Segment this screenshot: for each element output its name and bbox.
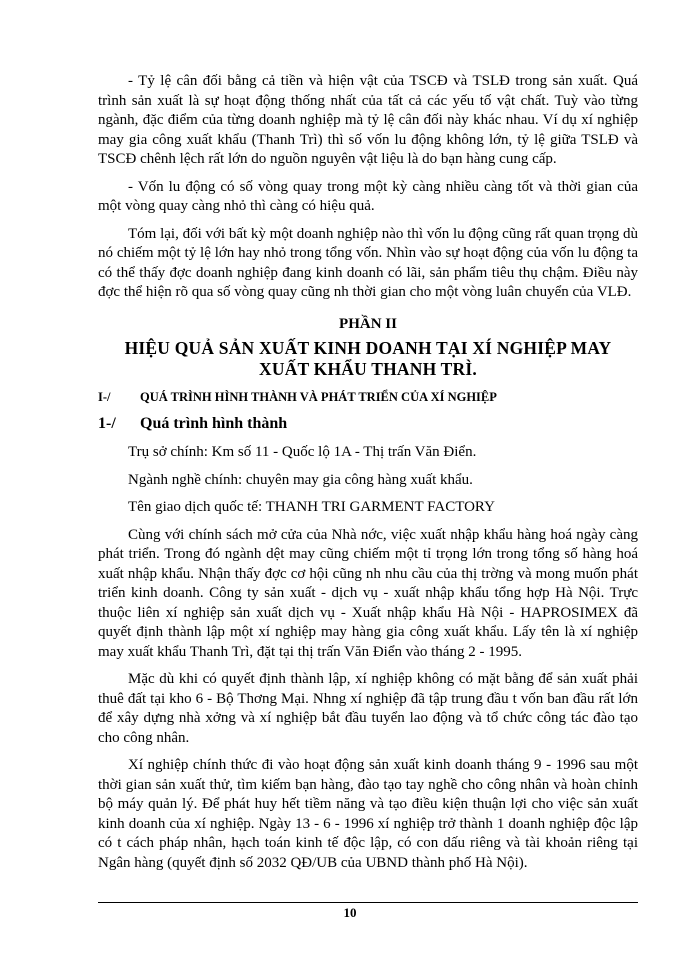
head-office-line: Trụ sở chính: Km số 11 - Quốc lộ 1A - Thị trấn Văn Điển. <box>128 444 477 460</box>
footer-rule <box>98 902 638 903</box>
section-heading <box>98 388 638 408</box>
document-page <box>98 72 638 879</box>
paragraph-operation: Xí nghiệp chính thức đi vào hoạt động sản xuất kinh doanh tháng 9 - 1996 sau một thời gian sản xuất thử, tìm kiếm bạn hàng, đào tạo tay nghề cho công nhân và hoàn chỉnh bộ máy quản lý. Để phát huy hết tiềm năng và tạo điều kiện thuận lợi cho việc sản xuất kinh doanh của xí nghiệp. Ngày 13 - 6 - 1996 xí nghiệp trở thành 1 doanh nghiệp độc lập có t cách pháp nhân, hạch toán kinh tế độc lập, có con dấu riêng và tài khoản riêng tại Ngân hàng (quyết định số 2032 QĐ/UB của UBND thành phố Hà Nội). <box>98 757 638 871</box>
subsection-heading <box>98 414 638 434</box>
subsection-title: Quá trình hình thành <box>140 414 288 432</box>
business-line: Ngành nghề chính: chuyên may gia công hàng xuất khẩu. <box>128 471 473 488</box>
paragraph-turnover: - Vốn lu động có số vòng quay trong một kỳ càng nhiều càng tốt và thời gian của một vòng quay càng nhỏ thì càng có hiệu quả. <box>98 178 638 214</box>
paragraph-ratio: - Tỷ lệ cân đối bằng cả tiền và hiện vật của TSCĐ và TSLĐ trong sản xuất. Quá trình sản xuất là sự hoạt động thống nhất của tất cả các yếu tố vật chất. Tuỳ vào từng ngành, đặc điểm của từng doanh nghiệp mà tỷ lệ cân đối này khác nhau. Ví dụ xí nghiệp may gia công xuất khẩu (Thanh Trì) thì số vốn lu động không lớn, tỷ lệ giữa TSLĐ và TSCĐ chênh lệch rất lớn do nguồn nguyên vật liệu là do bạn hàng cung cấp. <box>98 73 638 167</box>
paragraph-summary: Tóm lại, đối với bất kỳ một doanh nghiệp nào thì vốn lu động cũng rất quan trọng dù nó chiếm một tỷ lệ lớn hay nhỏ trong tổng vốn. Nhìn vào sự hoạt động của vốn lu động ta có thể thấy đợc doanh nghiệp đang kinh doanh có lãi, sản phẩm tiêu thụ chậm. Điều này đợc thể hiện rõ qua số vòng quay cũng nh thời gian cho một vòng luân chuyển của VLĐ. <box>98 225 638 300</box>
section-number: I-/ <box>98 390 111 404</box>
paragraph-founding: Cùng với chính sách mở cửa của Nhà nớc, việc xuất nhập khẩu hàng hoá ngày càng phát triển. Trong đó ngành dệt may cũng chiếm một tỉ trọng lớn trong tổng số hàng hoá xuất nhập khẩu. Nhận thấy đợc cơ hội cũng nh nhu cầu của thị trờng và mong muốn phát triển kinh doanh. Công ty sản xuất - dịch vụ - xuất nhập khẩu tổng hợp Hà Nội. Trực thuộc liên xí nghiệp sản xuất dịch vụ - Xuất nhập khẩu Hà Nội - HAPROSIMEX đã quyết định thành lập một xí nghiệp may hàng gia công xuất khẩu. Lấy tên là xí nghiệp may xuất khẩu Thanh Trì, đặt tại thị trấn Văn Điển vào tháng 2 - 1995. <box>98 526 638 660</box>
page-number: 10 <box>343 905 357 920</box>
section-title: QUÁ TRÌNH HÌNH THÀNH VÀ PHÁT TRIỂN CỦA XÍ NGHIỆP <box>140 390 497 404</box>
chapter-title: HIỆU QUẢ SẢN XUẤT KINH DOANH TẠI XÍ NGHIỆP MAY XUẤT KHẨU THANH TRÌ. <box>124 338 612 379</box>
paragraph-premises: Mặc dù khi có quyết định thành lập, xí nghiệp không có mặt bằng để sản xuất phải thuê đất tại kho 6 - Bộ Thơng Mại. Nhng xí nghiệp đã tập trung đầu t vốn ban đầu rất lớn để xây dựng nhà xởng và xí nghiệp bắt đầu tuyển lao động và tổ chức công tác đào tạo cho công nhân. <box>98 671 638 746</box>
subsection-number: 1-/ <box>98 414 116 432</box>
part-title: PHẦN II <box>339 315 397 332</box>
trade-name-line: Tên giao dịch quốc tế: THANH TRI GARMENT FACTORY <box>128 499 495 515</box>
